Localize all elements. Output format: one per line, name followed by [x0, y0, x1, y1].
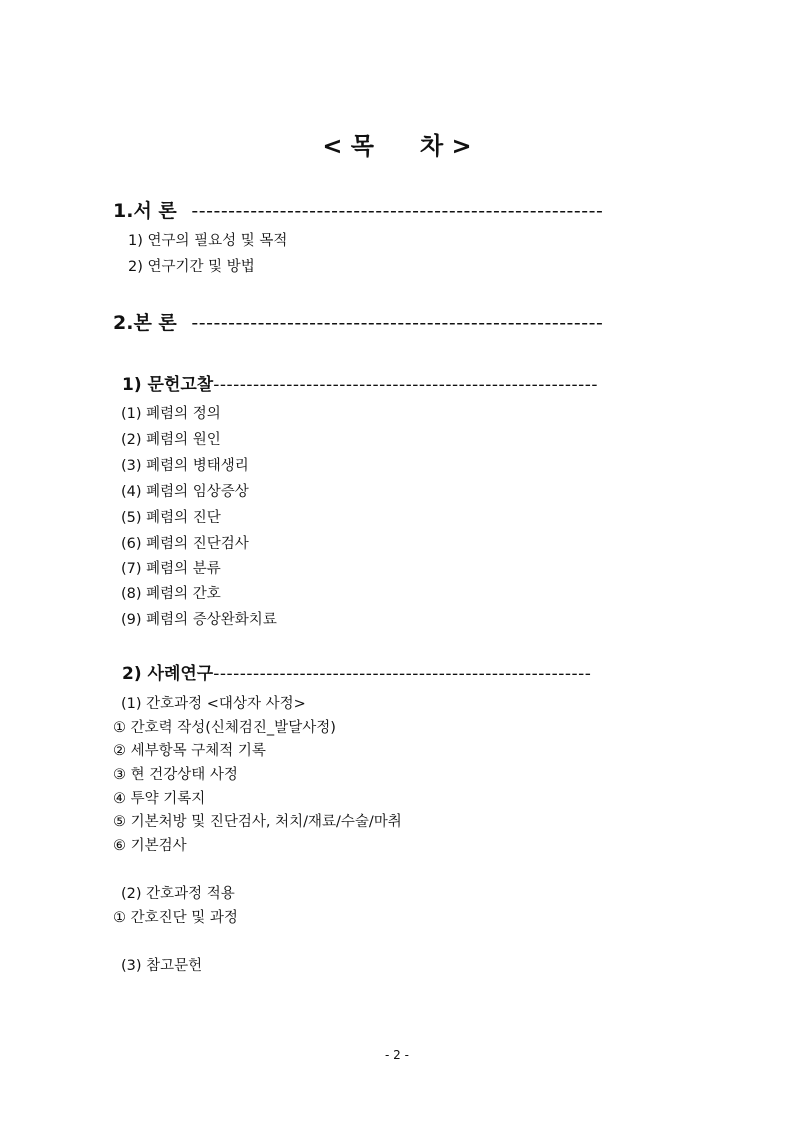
- section2-dashes: --------------------------------------------------------: [191, 312, 604, 334]
- section1-heading: 1.서 론: [113, 200, 177, 222]
- title-left: < 목: [322, 132, 374, 160]
- sub1-item-4: (4) 폐렴의 임상증상: [121, 484, 249, 500]
- sub2-part2-item-1: ① 간호진단 및 과정: [113, 910, 238, 926]
- title-right: 차 >: [420, 132, 472, 160]
- sub1-heading-row: [122, 370, 598, 395]
- sub2-part1-item-3: ③ 현 건강상태 사정: [113, 767, 238, 783]
- sub2-part1-item-1: ① 간호력 작성(신체검진_발달사정): [113, 720, 336, 736]
- sub1-heading: 1) 문헌고찰: [122, 375, 214, 395]
- sub2-heading: 2) 사례연구: [122, 664, 214, 684]
- sub1-item-8: (8) 폐렴의 간호: [121, 586, 221, 602]
- sub2-part2-heading: (2) 간호과정 적용: [121, 886, 235, 902]
- sub2-part1-item-6: ⑥ 기본검사: [113, 838, 187, 854]
- sub1-item-5: (5) 폐렴의 진단: [121, 510, 221, 526]
- sub2-heading-row: [122, 659, 591, 684]
- page-title: [0, 126, 794, 161]
- sub1-item-1: (1) 폐렴의 정의: [121, 406, 221, 422]
- sub1-item-9: (9) 폐렴의 증상완화치료: [121, 612, 277, 628]
- section1-item-2: 2) 연구기간 및 방법: [128, 259, 255, 275]
- section2-heading-row: [113, 308, 603, 335]
- sub2-part1-item-5: ⑤ 기본처방 및 진단검사, 처치/재료/수술/마취: [113, 814, 402, 830]
- sub1-item-2: (2) 폐렴의 원인: [121, 432, 221, 448]
- sub2-part1-heading: (1) 간호과정 <대상자 사정>: [121, 696, 306, 712]
- section1-dashes: --------------------------------------------------------: [191, 200, 604, 222]
- sub2-dashes: ---------------------------------------------------------: [213, 664, 592, 684]
- section1-item-1: 1) 연구의 필요성 및 목적: [128, 233, 288, 249]
- sub2-part3-heading: (3) 참고문헌: [121, 958, 203, 974]
- sub1-item-3: (3) 폐렴의 병태생리: [121, 458, 249, 474]
- sub2-part1-item-4: ④ 투약 기록지: [113, 791, 206, 807]
- sub1-dashes: ----------------------------------------------------------: [213, 375, 599, 395]
- sub1-item-7: (7) 폐렴의 분류: [121, 561, 221, 577]
- section2-heading: 2.본 론: [113, 312, 177, 334]
- sub1-item-6: (6) 폐렴의 진단검사: [121, 536, 249, 552]
- page-number: - 2 -: [385, 1048, 409, 1062]
- section1-heading-row: [113, 196, 603, 223]
- sub2-part1-item-2: ② 세부항목 구체적 기록: [113, 743, 266, 759]
